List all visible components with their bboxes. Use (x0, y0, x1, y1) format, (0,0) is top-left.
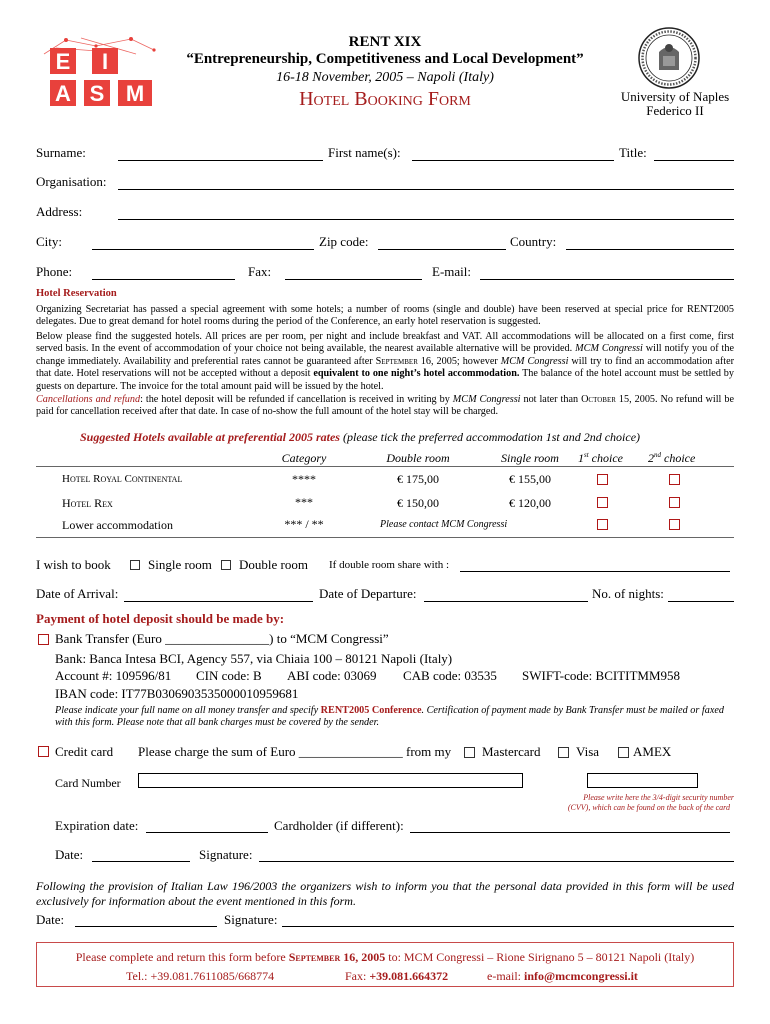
footer-email[interactable]: e-mail: info@mcmcongressi.it (487, 969, 638, 983)
organisation-label: Organisation: (36, 174, 107, 189)
hotel-row-contact: Please contact MCM Congressi (380, 519, 508, 530)
col-single-room: Single room (501, 451, 559, 465)
card-number-field[interactable] (138, 773, 523, 788)
hotel-row-single-price: € 155,00 (509, 472, 551, 486)
hotels-heading: Suggested Hotels available at preferential 2005 rates (please tick the preferred accommodation 1st and 2nd choice) (80, 430, 641, 444)
privacy-signature-label: Signature: (224, 912, 278, 927)
wish-to-book-label: I wish to book (36, 557, 111, 572)
city-field[interactable] (92, 249, 314, 250)
event-name: RENT XIX (348, 34, 422, 50)
col-first-choice: 1st choice (578, 451, 623, 465)
footer-return-line: Please complete and return this form before September 16, 2005 to: MCM Congressi – Rione Sirignano 5 – 80121 Napoli (Italy) (75, 950, 695, 964)
hotel-row-name: Hotel Rex (62, 496, 113, 510)
expiration-label: Expiration date: (55, 818, 139, 833)
charge-label: Please charge the sum of Euro ________________ from my (138, 744, 452, 759)
swift-code: SWIFT-code: BCITITMM958 (522, 668, 681, 683)
zip-field[interactable] (378, 249, 506, 250)
nights-field[interactable] (668, 601, 734, 602)
first-names-field[interactable] (412, 160, 614, 161)
university-name-2: Federico II (646, 103, 704, 118)
mastercard-label: Mastercard (482, 744, 541, 759)
cab-code: CAB code: 03535 (403, 668, 497, 683)
bank-details: Bank: Banca Intesa BCI, Agency 557, via Chiaia 100 – 80121 Napoli (Italy) (55, 651, 453, 666)
table-bottom-rule (36, 537, 734, 538)
event-subtitle: “Entrepreneurship, Competitiveness and Local Development” (186, 51, 584, 67)
cardholder-field[interactable] (410, 832, 730, 833)
hotel-row-category: *** (295, 495, 313, 509)
zip-label: Zip code: (319, 234, 369, 249)
hotel-row-category: **** (292, 472, 316, 486)
logo-letter-i: I (92, 48, 118, 74)
arrival-field[interactable] (124, 601, 313, 602)
first-names-label: First name(s): (328, 145, 401, 160)
cin-code: CIN code: B (196, 668, 262, 683)
footer-tel: Tel.: +39.081.7611085/668774 (126, 969, 275, 983)
cvv-note: Please write here the 3/4-digit security number (583, 793, 734, 802)
first-choice-checkbox[interactable] (597, 474, 608, 485)
hotel-row-double-price: € 150,00 (397, 496, 439, 510)
fax-field[interactable] (285, 279, 422, 280)
share-with-field[interactable] (460, 571, 730, 572)
payment-heading: Payment of hotel deposit should be made by: (36, 611, 285, 626)
payment-signature-label: Signature: (199, 847, 253, 862)
hotel-row-name: Lower accommodation (62, 518, 173, 532)
second-choice-checkbox[interactable] (669, 474, 680, 485)
organisation-field[interactable] (118, 189, 734, 190)
amex-checkbox[interactable] (618, 747, 629, 758)
logo-letter-m: M (118, 80, 152, 106)
title-field[interactable] (654, 160, 734, 161)
cvv-note-2: (CVV), which can be found on the back of the card (567, 803, 730, 812)
address-label: Address: (36, 204, 83, 219)
col-double-room: Double room (386, 451, 450, 465)
university-name: University of Naples (620, 89, 730, 104)
logo-letter-s: S (84, 80, 110, 106)
hotel-row-single-price: € 120,00 (509, 496, 551, 510)
iban-code: IBAN code: IT77B0306903535000010959681 (55, 686, 299, 701)
footer-fax: Fax: +39.081.664372 (345, 969, 449, 983)
university-seal (637, 26, 701, 90)
visa-label: Visa (576, 744, 600, 759)
address-field[interactable] (118, 219, 734, 220)
account-number: Account #: 109596/81 (55, 668, 172, 683)
eiasm-logo (36, 36, 160, 110)
double-room-label: Double room (239, 557, 308, 572)
first-choice-checkbox[interactable] (597, 497, 608, 508)
col-second-choice: 2nd choice (648, 451, 696, 465)
hotel-row-name: Hotel Royal Continental (62, 473, 183, 485)
hotel-row-double-price: € 175,00 (397, 472, 439, 486)
reservation-paragraph-1: Organizing Secretariat has passed a special agreement with some hotels; a number of rooms (single and double) have been reserved at special price for RENT2005 delegates. Due to great demand for hotel rooms during the period of the Conference, an early hotel reservation is suggested. (36, 304, 734, 328)
privacy-notice: Following the provision of Italian Law 196/2003 the organizers wish to inform you that the personal data provided in this form will be used exclusively for information about the event mentioned in this form. (36, 879, 734, 908)
fax-label: Fax: (248, 264, 272, 279)
form-title: Hotel Booking Form (299, 88, 471, 110)
logo-letter-a: A (50, 80, 76, 106)
phone-field[interactable] (92, 279, 235, 280)
bank-transfer-label: Bank Transfer (Euro ________________) to “MCM Congressi” (55, 631, 389, 646)
amex-label: AMEX (633, 744, 672, 759)
second-choice-checkbox[interactable] (669, 497, 680, 508)
departure-field[interactable] (424, 601, 588, 602)
reservation-paragraph-2: Below please find the suggested hotels. All prices are per room, per night and include breakfast and VAT. All accommodations will be allocated on a first come, first served basis. In the event of accommodation of your choice not being available, the nearest available alternative will be provided. MCM Congressi will notify you of the change immediately. Availability and preferential rates cannot be guaranteed after September 16, 2005; however MCM Congressi will try to find an accommodation after that date. Hotel reservations will not be accepted without a deposit equivalent to one night’s hotel accommodation. The balance of the hotel account must be settled by guests on departure. The invoice for the total amount paid will be issued by the hotel. (36, 331, 735, 392)
nights-label: No. of nights: (592, 586, 664, 601)
title-label: Title: (619, 145, 647, 160)
privacy-signature-field[interactable] (282, 926, 734, 927)
credit-card-checkbox[interactable] (38, 746, 49, 757)
second-choice-checkbox[interactable] (669, 519, 680, 530)
transfer-note: Please indicate your full name on all money transfer and specify RENT2005 Conference. Certification of payment made by Bank Transfer must be mailed or faxed with this form. Please note that all bank charges must be covered by the sender. (55, 705, 724, 729)
departure-label: Date of Departure: (319, 586, 417, 601)
phone-label: Phone: (36, 264, 73, 279)
visa-checkbox[interactable] (558, 747, 569, 758)
cancellation-paragraph: Cancellations and refund: the hotel deposit will be refunded if cancellation is received in writing by MCM Congressi not later than October 15, 2005. No refund will be paid for cancellation received after that date. In case of no-show the full amount of the hotel stay will be charged. (36, 394, 734, 418)
mastercard-checkbox[interactable] (464, 747, 475, 758)
privacy-date-label: Date: (36, 912, 65, 927)
country-field[interactable] (566, 249, 734, 250)
hotel-row-category: *** / ** (284, 517, 324, 531)
city-label: City: (36, 234, 63, 249)
credit-card-label: Credit card (55, 744, 114, 759)
col-category: Category (281, 451, 327, 465)
surname-field[interactable] (118, 160, 323, 161)
single-room-label: Single room (148, 557, 212, 572)
single-room-checkbox[interactable] (130, 560, 140, 570)
abi-code: ABI code: 03069 (287, 668, 377, 683)
share-with-label: If double room share with : (329, 559, 450, 571)
cardholder-label: Cardholder (if different): (274, 818, 404, 833)
cvv-field[interactable] (587, 773, 698, 788)
double-room-checkbox[interactable] (221, 560, 231, 570)
table-header-rule (36, 466, 734, 467)
payment-date-label: Date: (55, 847, 84, 862)
surname-label: Surname: (36, 145, 86, 160)
expiration-field[interactable] (146, 832, 268, 833)
country-label: Country: (510, 234, 557, 249)
privacy-date-field[interactable] (75, 926, 217, 927)
email-field[interactable] (480, 279, 734, 280)
logo-letter-e: E (50, 48, 76, 74)
card-number-label: Card Number (55, 776, 121, 790)
email-label: E-mail: (432, 264, 471, 279)
first-choice-checkbox[interactable] (597, 519, 608, 530)
hotel-reservation-heading: Hotel Reservation (36, 288, 117, 299)
payment-date-field[interactable] (92, 861, 190, 862)
arrival-label: Date of Arrival: (36, 586, 119, 601)
payment-signature-field[interactable] (259, 861, 734, 862)
event-dates: 16-18 November, 2005 – Napoli (Italy) (276, 70, 494, 85)
bank-transfer-checkbox[interactable] (38, 634, 49, 645)
